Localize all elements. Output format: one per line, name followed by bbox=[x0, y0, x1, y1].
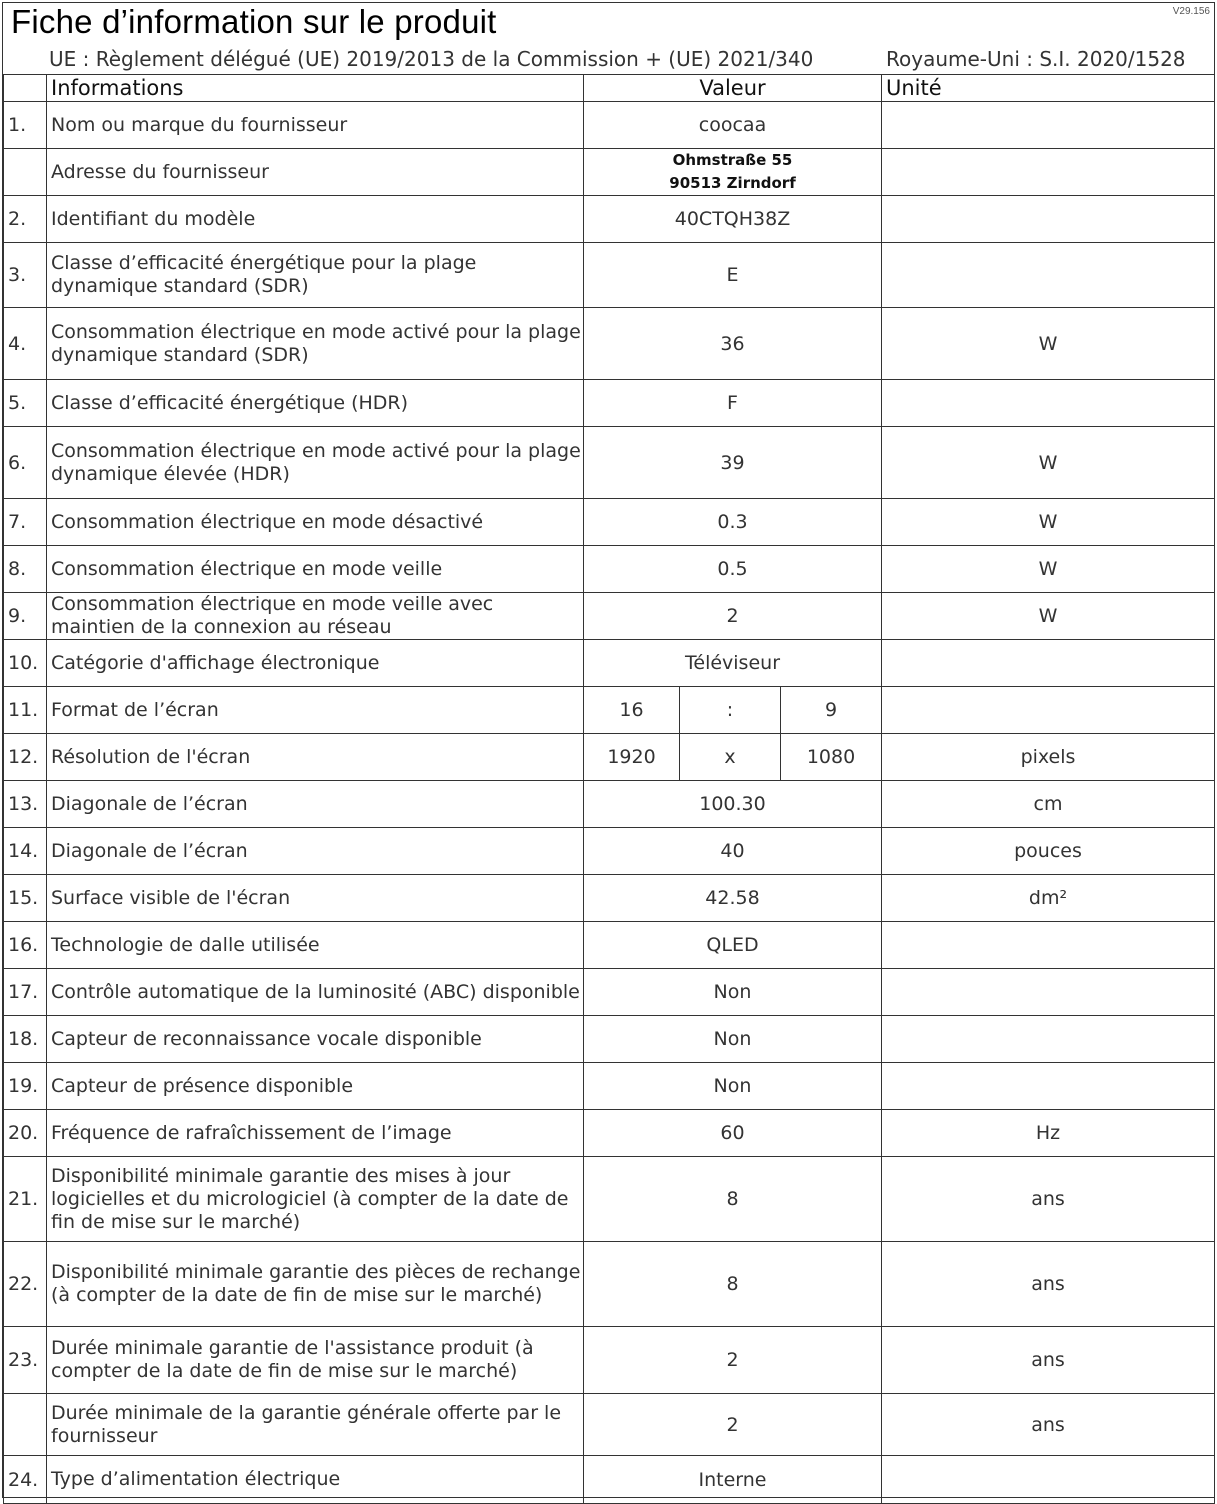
row-label: Consommation électrique en mode veille avec maintien de la connexion au réseau bbox=[47, 593, 584, 640]
row-unit: W bbox=[882, 499, 1215, 546]
row-value-part: 16 bbox=[584, 687, 680, 734]
row-label: Adresse du fournisseur bbox=[47, 149, 584, 196]
row-unit bbox=[882, 149, 1215, 196]
row-unit: ans bbox=[882, 1394, 1215, 1456]
header-unit: Unité bbox=[882, 75, 1215, 102]
table-row bbox=[4, 149, 1215, 196]
product-info-table bbox=[3, 74, 1215, 1504]
row-unit bbox=[882, 969, 1215, 1016]
header-info: Informations bbox=[47, 75, 584, 102]
row-value: Non bbox=[584, 969, 882, 1016]
row-number: 19. bbox=[4, 1063, 47, 1110]
table-row bbox=[4, 1456, 1215, 1504]
row-label: Consommation électrique en mode activé pour la plage dynamique élevée (HDR) bbox=[47, 427, 584, 499]
table-row bbox=[4, 828, 1215, 875]
table-row bbox=[4, 1327, 1215, 1394]
row-unit bbox=[882, 1456, 1215, 1504]
row-number: 1. bbox=[4, 102, 47, 149]
row-number: 11. bbox=[4, 687, 47, 734]
row-label: Capteur de présence disponible bbox=[47, 1063, 584, 1110]
row-number bbox=[4, 1394, 47, 1456]
row-value-part: 1920 bbox=[584, 734, 680, 781]
row-unit: pouces bbox=[882, 828, 1215, 875]
table-row bbox=[4, 1016, 1215, 1063]
row-unit bbox=[882, 380, 1215, 427]
table-row bbox=[4, 427, 1215, 499]
row-unit: W bbox=[882, 546, 1215, 593]
row-number: 3. bbox=[4, 243, 47, 308]
row-value: 2 bbox=[584, 1394, 882, 1456]
table-row bbox=[4, 734, 1215, 781]
row-value: 40CTQH38Z bbox=[584, 196, 882, 243]
table-row bbox=[4, 196, 1215, 243]
row-number: 23. bbox=[4, 1327, 47, 1394]
table-row bbox=[4, 102, 1215, 149]
row-number: 12. bbox=[4, 734, 47, 781]
table-row bbox=[4, 1394, 1215, 1456]
row-label: Nom ou marque du fournisseur bbox=[47, 102, 584, 149]
table-row bbox=[4, 593, 1215, 640]
row-number: 24. bbox=[4, 1456, 47, 1504]
row-number: 18. bbox=[4, 1016, 47, 1063]
row-number: 20. bbox=[4, 1110, 47, 1157]
table-row bbox=[4, 499, 1215, 546]
row-label: Disponibilité minimale garantie des mises à jour logicielles et du micrologiciel (à compter de la date de fin de mise sur le marché) bbox=[47, 1157, 584, 1242]
row-label: Classe d’efficacité énergétique (HDR) bbox=[47, 380, 584, 427]
row-value: 39 bbox=[584, 427, 882, 499]
row-label: Type d’alimentation électrique bbox=[47, 1456, 584, 1504]
row-value-part: 1080 bbox=[781, 734, 882, 781]
row-label: Catégorie d'affichage électronique bbox=[47, 640, 584, 687]
eu-regulation: UE : Règlement délégué (UE) 2019/2013 de la Commission + (UE) 2021/340 bbox=[49, 47, 814, 71]
row-number: 16. bbox=[4, 922, 47, 969]
row-label: Résolution de l'écran bbox=[47, 734, 584, 781]
row-unit: W bbox=[882, 593, 1215, 640]
row-unit bbox=[882, 687, 1215, 734]
row-unit: W bbox=[882, 427, 1215, 499]
table-row bbox=[4, 546, 1215, 593]
row-value-part: : bbox=[680, 687, 781, 734]
header-value: Valeur bbox=[584, 75, 882, 102]
row-unit: dm² bbox=[882, 875, 1215, 922]
row-label: Diagonale de l’écran bbox=[47, 828, 584, 875]
row-value-part: 9 bbox=[781, 687, 882, 734]
row-unit: W bbox=[882, 308, 1215, 380]
row-label: Durée minimale garantie de l'assistance produit (à compter de la date de fin de mise sur le marché) bbox=[47, 1327, 584, 1394]
row-unit bbox=[882, 102, 1215, 149]
row-label: Capteur de reconnaissance vocale disponible bbox=[47, 1016, 584, 1063]
row-value: 40 bbox=[584, 828, 882, 875]
row-label: Technologie de dalle utilisée bbox=[47, 922, 584, 969]
row-value: 100.30 bbox=[584, 781, 882, 828]
row-unit: Hz bbox=[882, 1110, 1215, 1157]
row-value: 2 bbox=[584, 1327, 882, 1394]
row-label: Surface visible de l'écran bbox=[47, 875, 584, 922]
row-number: 2. bbox=[4, 196, 47, 243]
row-unit bbox=[882, 922, 1215, 969]
row-number: 9. bbox=[4, 593, 47, 640]
row-label: Consommation électrique en mode activé pour la plage dynamique standard (SDR) bbox=[47, 308, 584, 380]
row-label: Contrôle automatique de la luminosité (ABC) disponible bbox=[47, 969, 584, 1016]
row-unit bbox=[882, 1016, 1215, 1063]
row-value: Téléviseur bbox=[584, 640, 882, 687]
row-value: coocaa bbox=[584, 102, 882, 149]
table-row bbox=[4, 781, 1215, 828]
row-value: 0.5 bbox=[584, 546, 882, 593]
row-value: 8 bbox=[584, 1242, 882, 1327]
table-row bbox=[4, 969, 1215, 1016]
table-row bbox=[4, 875, 1215, 922]
row-label: Identifiant du modèle bbox=[47, 196, 584, 243]
page-title: Fiche d’information sur le produit bbox=[11, 3, 497, 40]
row-number: 4. bbox=[4, 308, 47, 380]
row-unit: cm bbox=[882, 781, 1215, 828]
row-value: 2 bbox=[584, 593, 882, 640]
row-number: 7. bbox=[4, 499, 47, 546]
row-value-part: x bbox=[680, 734, 781, 781]
row-value: E bbox=[584, 243, 882, 308]
row-label: Classe d’efficacité énergétique pour la plage dynamique standard (SDR) bbox=[47, 243, 584, 308]
table-row bbox=[4, 640, 1215, 687]
row-value: Non bbox=[584, 1063, 882, 1110]
table-row bbox=[4, 922, 1215, 969]
row-unit bbox=[882, 640, 1215, 687]
row-value: Interne bbox=[584, 1456, 882, 1504]
row-unit: pixels bbox=[882, 734, 1215, 781]
row-value: 8 bbox=[584, 1157, 882, 1242]
uk-regulation: Royaume-Uni : S.I. 2020/1528 bbox=[886, 47, 1186, 71]
row-number: 17. bbox=[4, 969, 47, 1016]
row-number: 5. bbox=[4, 380, 47, 427]
row-number: 15. bbox=[4, 875, 47, 922]
row-label: Disponibilité minimale garantie des pièces de rechange (à compter de la date de fin de mise sur le marché) bbox=[47, 1242, 584, 1327]
row-value: F bbox=[584, 380, 882, 427]
table-header bbox=[4, 75, 1215, 102]
row-number: 8. bbox=[4, 546, 47, 593]
row-unit: ans bbox=[882, 1242, 1215, 1327]
table-row bbox=[4, 243, 1215, 308]
address-line: Ohmstraße 55 bbox=[672, 151, 793, 169]
table-row bbox=[4, 687, 1215, 734]
row-label: Format de l’écran bbox=[47, 687, 584, 734]
table-row bbox=[4, 1110, 1215, 1157]
row-label: Fréquence de rafraîchissement de l’image bbox=[47, 1110, 584, 1157]
row-number: 21. bbox=[4, 1157, 47, 1242]
row-unit bbox=[882, 243, 1215, 308]
table-row bbox=[4, 380, 1215, 427]
row-number: 14. bbox=[4, 828, 47, 875]
table-row bbox=[4, 1242, 1215, 1327]
product-info-sheet bbox=[2, 2, 1215, 1498]
row-label: Consommation électrique en mode désactivé bbox=[47, 499, 584, 546]
header-num bbox=[4, 75, 47, 102]
table-row bbox=[4, 1063, 1215, 1110]
row-value: QLED bbox=[584, 922, 882, 969]
row-number bbox=[4, 149, 47, 196]
row-number: 22. bbox=[4, 1242, 47, 1327]
row-number: 6. bbox=[4, 427, 47, 499]
row-label: Consommation électrique en mode veille bbox=[47, 546, 584, 593]
row-number: 13. bbox=[4, 781, 47, 828]
table-row bbox=[4, 1157, 1215, 1242]
row-value-address bbox=[584, 149, 882, 196]
row-value: 42.58 bbox=[584, 875, 882, 922]
row-value: Non bbox=[584, 1016, 882, 1063]
version-label: V29.156 bbox=[1172, 6, 1210, 17]
address-line: 90513 Zirndorf bbox=[669, 174, 796, 192]
row-label: Diagonale de l’écran bbox=[47, 781, 584, 828]
row-unit: ans bbox=[882, 1157, 1215, 1242]
row-value: 60 bbox=[584, 1110, 882, 1157]
row-number: 10. bbox=[4, 640, 47, 687]
row-unit: ans bbox=[882, 1327, 1215, 1394]
table-row bbox=[4, 308, 1215, 380]
row-label: Durée minimale de la garantie générale offerte par le fournisseur bbox=[47, 1394, 584, 1456]
row-value: 0.3 bbox=[584, 499, 882, 546]
row-value: 36 bbox=[584, 308, 882, 380]
row-unit bbox=[882, 1063, 1215, 1110]
row-unit bbox=[882, 196, 1215, 243]
